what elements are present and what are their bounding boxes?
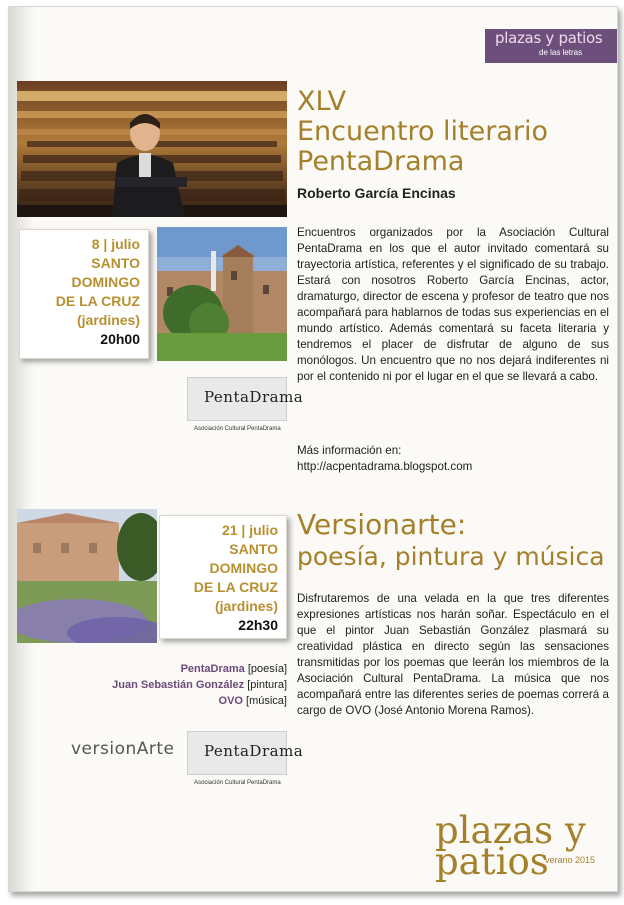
credit-role: [música] bbox=[246, 695, 287, 707]
event1-author: Roberto García Encinas bbox=[297, 185, 456, 201]
pentadrama-logo-1-caption: Asociación Cultural PentaDrama bbox=[194, 426, 281, 432]
event2-credits bbox=[39, 663, 287, 719]
pentadrama-logo-1 bbox=[187, 377, 304, 432]
credit-name: Juan Sebastián González bbox=[112, 679, 245, 691]
credit-row bbox=[219, 695, 287, 707]
event2-title-line1: Versionarte: bbox=[297, 508, 467, 541]
event1-url[interactable]: http://acpentadrama.blogspot.com bbox=[297, 460, 473, 473]
header-subtitle: de las letras bbox=[539, 48, 583, 57]
event2-place-2: DE LA CRUZ bbox=[193, 579, 278, 595]
event1-place-2: DE LA CRUZ bbox=[55, 293, 140, 309]
event1-more-info: Más información en: bbox=[297, 444, 402, 457]
event2-date-box bbox=[159, 515, 287, 639]
event1-title-line1: XLV bbox=[297, 86, 347, 117]
event1-place-1: SANTO DOMINGO bbox=[71, 255, 140, 290]
footer-season: verano 2015 bbox=[545, 855, 596, 865]
event1-date: 8 | julio bbox=[91, 236, 140, 252]
monastery-photo bbox=[157, 227, 287, 361]
event2-description: Disfrutaremos de una velada en la que tres diferentes expresiones artísticas nos harán soñar. Espectáculo en el que el pintor Juan Sebastián González plasmará su creatividad plástica en directo según las sensaciones transmitidas por los poemas que leerán los miembros de la Asociación Cultural PentaDrama. La música que nos acompañará entre las diferentes series de poemas correrá a cargo de OVO (José Antonio Morena Ramos). bbox=[297, 592, 609, 717]
header-title: plazas y patios bbox=[495, 29, 603, 47]
event2-title bbox=[297, 509, 605, 573]
event2-date: 21 | julio bbox=[221, 522, 278, 538]
pentadrama-logo-2 bbox=[187, 731, 304, 786]
brochure-page bbox=[8, 6, 618, 892]
credit-name: PentaDrama bbox=[180, 663, 245, 675]
pentadrama-logo-2-text: PentaDrama bbox=[204, 742, 304, 760]
footer-logo bbox=[435, 809, 586, 883]
garden-photo bbox=[17, 509, 157, 643]
event1-title-line2: Encuentro literario bbox=[297, 116, 549, 147]
event1-time: 20h00 bbox=[100, 331, 140, 347]
pentadrama-logo-1-text: PentaDrama bbox=[204, 388, 304, 406]
credit-role: [poesía] bbox=[247, 663, 287, 675]
event1-title-line3: PentaDrama bbox=[297, 146, 465, 177]
versionarte-logo: versionArte bbox=[71, 739, 175, 759]
credit-row bbox=[181, 663, 287, 675]
credit-name: OVO bbox=[218, 695, 243, 707]
footer-logo-line1: plazas y bbox=[435, 809, 586, 852]
event2-title-line2: poesía, pintura y música bbox=[297, 542, 605, 571]
theatre-photo bbox=[17, 81, 287, 217]
event1-place-3: (jardines) bbox=[76, 312, 140, 328]
event1-title bbox=[297, 87, 548, 177]
footer-logo-line2: patios bbox=[435, 840, 549, 883]
event2-place-3: (jardines) bbox=[214, 598, 278, 614]
event2-time: 22h30 bbox=[238, 617, 278, 633]
credit-role: [pintura] bbox=[247, 679, 287, 691]
credit-row bbox=[112, 679, 287, 691]
event2-place-1: SANTO DOMINGO bbox=[209, 541, 278, 576]
pentadrama-logo-2-caption: Asociación Cultural PentaDrama bbox=[194, 780, 281, 786]
event1-date-box bbox=[19, 229, 149, 359]
event1-description: Encuentros organizados por la Asociación Cultural PentaDrama en los que el autor invitado comentará su trayectoria artística, referentes y el significado de su trabajo. Estará con nosotros Roberto García Encinas, actor, dramaturgo, director de escena y profesor de teatro que nos acompañará para hablarnos de todas sus experiencias en el mundo artístico. Además comentará su faceta literaria y tendremos el placer de disfrutar de alguno de sus monólogos. Un encuentro que no nos dejará indiferentes ni por el contenido ni por el lugar en el que se llevará a cabo. bbox=[297, 226, 609, 383]
